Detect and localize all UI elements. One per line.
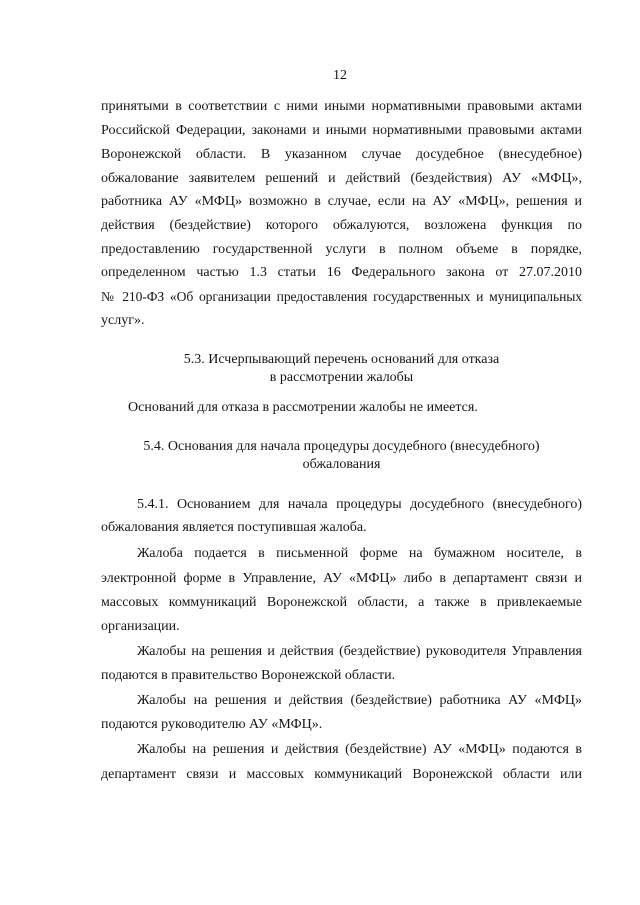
text-line: Жалоба подается в письменной форме на бумажном носителе, в (137, 546, 582, 561)
text-line: Жалобы на решения и действия (бездействие) работника АУ «МФЦ» (137, 693, 582, 708)
text-line: услуг». (101, 313, 145, 328)
text-line: организации. (101, 619, 180, 634)
text-line: работника АУ «МФЦ» возможно в случае, если на АУ «МФЦ», решения и (101, 194, 582, 209)
text-line: предоставлению государственной услуги в полном объеме в порядке, (101, 242, 582, 257)
text-line: обжалование заявителем решений и действий (бездействия) АУ «МФЦ», (101, 171, 582, 186)
page-number: 12 (333, 68, 347, 83)
section-text: Оснований для отказа в рассмотрении жалобы не имеется. (128, 400, 478, 415)
text-line: № 210-ФЗ «Об организации предоставления государственных и муниципальных (101, 289, 582, 304)
section-heading: обжалования (302, 457, 381, 472)
text-line: подаются руководителю АУ «МФЦ». (101, 717, 323, 732)
text-line: Жалобы на решения и действия (бездействие) руководителя Управления (137, 644, 582, 659)
text-line: массовых коммуникаций Воронежской области, а также в привлекаемые (101, 595, 582, 610)
text-line: Российской Федерации, законами и иными нормативными правовыми актами (101, 123, 582, 138)
text-line: определенном частью 1.3 статьи 16 Федерального закона от 27.07.2010 (101, 265, 582, 280)
text-line: электронной форме в Управление, АУ «МФЦ» либо в департамент связи и (101, 571, 582, 586)
text-line: принятыми в соответствии с ними иными нормативными правовыми актами (101, 99, 582, 114)
text-line: 5.4.1. Основанием для начала процедуры досудебного (внесудебного) (137, 497, 582, 512)
text-line: Жалобы на решения и действия (бездействие) АУ «МФЦ» подаются в (137, 742, 582, 757)
text-line: обжалования является поступившая жалоба. (101, 520, 367, 535)
text-line: Воронежской области. В указанном случае досудебное (внесудебное) (101, 147, 582, 162)
text-line: действия (бездействие) которого обжалуются, возложена функция по (101, 218, 582, 233)
text-line: департамент связи и массовых коммуникаций Воронежской области или (101, 767, 582, 782)
section-heading: 5.4. Основания для начала процедуры досудебного (внесудебного) (143, 439, 540, 454)
text-line: подаются в правительство Воронежской области. (101, 668, 396, 683)
section-heading: в рассмотрении жалобы (269, 370, 414, 385)
section-heading: 5.3. Исчерпывающий перечень оснований для отказа (183, 352, 500, 367)
